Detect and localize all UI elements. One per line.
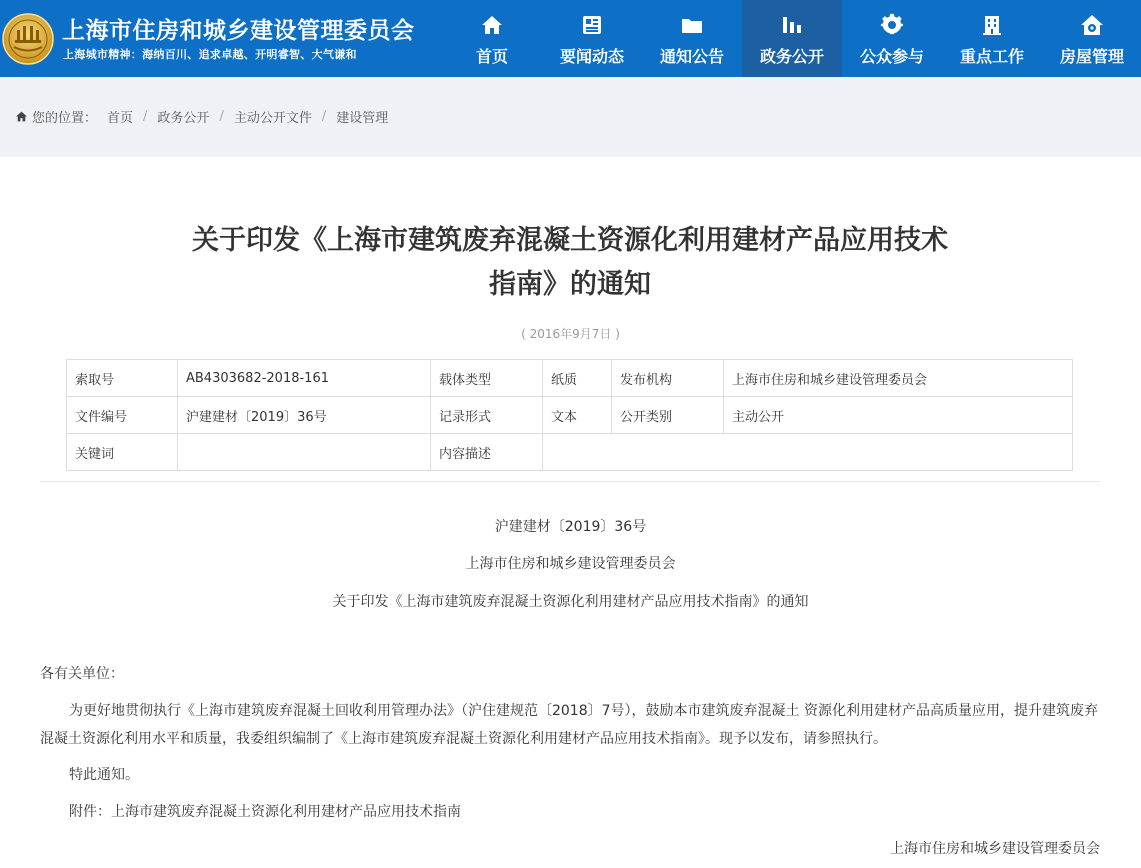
table-row xyxy=(67,360,1073,397)
meta-label: 发布机构 xyxy=(612,360,724,397)
meta-label: 公开类别 xyxy=(612,397,724,434)
gear-icon xyxy=(880,13,904,37)
meta-value: 主动公开 xyxy=(724,397,1073,434)
nav-item-news[interactable] xyxy=(542,0,642,77)
article-date: ( 2016年9月7日 ) xyxy=(521,327,620,341)
nav-item-government-affairs[interactable] xyxy=(742,0,842,77)
attachment-link[interactable]: 附件：上海市建筑废弃混凝土资源化利用建材产品应用技术指南 xyxy=(69,804,461,820)
meta-label: 文件编号 xyxy=(67,397,178,434)
document-subject: 关于印发《上海市建筑废弃混凝土资源化利用建材产品应用技术指南》的通知 xyxy=(332,594,809,610)
document-issuer: 上海市住房和城乡建设管理委员会 xyxy=(465,556,676,572)
bar-chart-icon xyxy=(780,13,804,37)
breadcrumb xyxy=(15,107,388,126)
meta-value: 上海市住房和城乡建设管理委员会 xyxy=(724,360,1073,397)
nav-label: 政务公开 xyxy=(759,47,824,66)
breadcrumb-separator: / xyxy=(143,109,148,124)
house-gear-icon xyxy=(1080,13,1104,37)
signature: 上海市住房和城乡建设管理委员会 xyxy=(890,841,1100,857)
site-motto: 上海城市精神：海纳百川、追求卓越、开明睿智、大气谦和 xyxy=(63,48,357,61)
nav-label: 房屋管理 xyxy=(1059,47,1124,66)
site-title[interactable]: 上海市住房和城乡建设管理委员会 xyxy=(62,18,415,44)
meta-label: 关键词 xyxy=(67,434,178,471)
nav-label: 要闻动态 xyxy=(559,47,624,66)
nav-label: 通知公告 xyxy=(659,47,724,66)
document-number: 沪建建材〔2019〕36号 xyxy=(494,519,647,535)
meta-value: 沪建建材〔2019〕36号 xyxy=(178,397,431,434)
meta-label: 内容描述 xyxy=(431,434,543,471)
nav-item-notices[interactable] xyxy=(642,0,742,77)
breadcrumb-separator: / xyxy=(321,109,327,124)
article-title xyxy=(60,219,1080,307)
meta-value xyxy=(178,434,431,471)
article-title-line: 指南》的通知 xyxy=(489,269,651,300)
breadcrumb-item-active-disclosure[interactable]: 主动公开文件 xyxy=(233,111,312,126)
meta-value xyxy=(543,434,1073,471)
meta-value: 纸质 xyxy=(543,360,612,397)
emblem-logo-icon[interactable] xyxy=(2,10,54,68)
site-header xyxy=(0,0,1141,77)
news-icon xyxy=(580,13,604,37)
breadcrumb-item-government-affairs[interactable]: 政务公开 xyxy=(157,111,210,126)
nav-item-public-participation[interactable] xyxy=(842,0,942,77)
nav-item-home[interactable] xyxy=(442,0,542,77)
table-row xyxy=(67,434,1073,471)
breadcrumb-separator: / xyxy=(219,109,224,124)
building-icon xyxy=(980,13,1004,37)
breadcrumb-item-construction-management[interactable]: 建设管理 xyxy=(336,111,389,126)
meta-label: 载体类型 xyxy=(431,360,543,397)
home-icon xyxy=(15,110,28,123)
table-row xyxy=(67,397,1073,434)
folder-icon xyxy=(680,13,704,37)
breadcrumb-prefix: 您的位置： xyxy=(32,111,98,126)
nav-item-housing-management[interactable] xyxy=(1042,0,1141,77)
nav-label: 重点工作 xyxy=(959,47,1024,66)
divider xyxy=(40,481,1100,482)
nav-label: 首页 xyxy=(475,47,508,66)
nav-item-key-work[interactable] xyxy=(942,0,1042,77)
breadcrumb-item-home[interactable]: 首页 xyxy=(107,111,134,126)
main-nav xyxy=(442,0,1141,77)
body-paragraph: 为更好地贯彻执行《上海市建筑废弃混凝土回收利用管理办法》（沪住建规范〔2018〕7号），鼓励本市建筑废弃混凝土 资源化利用建材产品高质量应用，提升建筑废弃混凝土资源化利用水平和质量，我委组织编制了《上海市建筑废弃混凝土资源化利用建材产品应用技术指南》。现予以发布，请参照执行。 xyxy=(40,703,1098,747)
article-title-line: 关于印发《上海市建筑废弃混凝土资源化利用建材产品应用技术 xyxy=(192,225,948,256)
meta-label: 索取号 xyxy=(67,360,178,397)
meta-value: 文本 xyxy=(543,397,612,434)
salutation: 各有关单位： xyxy=(40,666,124,682)
nav-label: 公众参与 xyxy=(859,47,924,66)
meta-label: 记录形式 xyxy=(431,397,543,434)
breadcrumb-bar xyxy=(0,77,1141,157)
document-metadata-table xyxy=(66,359,1073,471)
closing-text: 特此通知。 xyxy=(69,767,139,783)
home-icon xyxy=(480,13,504,37)
meta-value: AB4303682-2018-161 xyxy=(178,360,431,397)
